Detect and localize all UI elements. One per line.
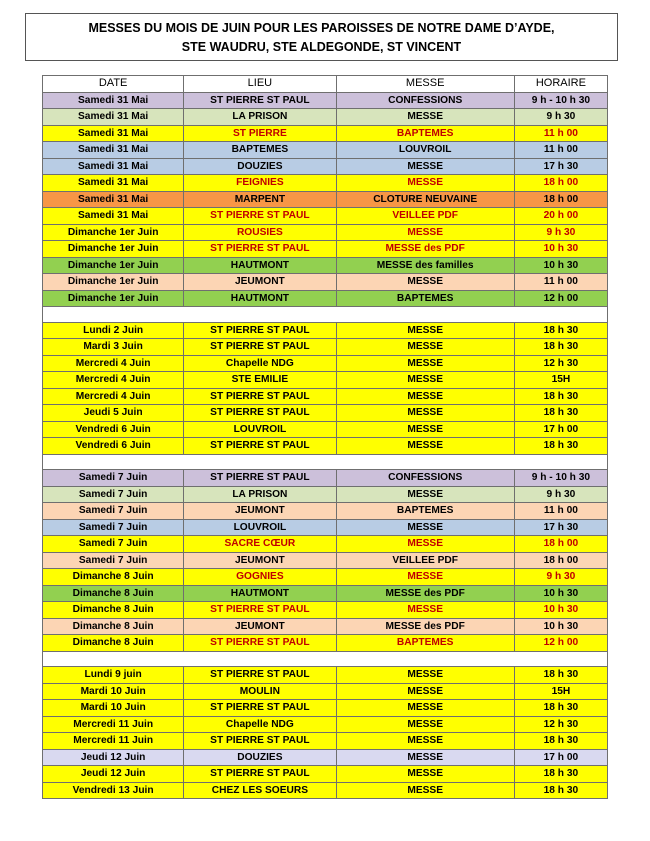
table-row <box>43 274 608 291</box>
table-row <box>43 339 608 356</box>
cell-lieu: ST PIERRE ST PAUL <box>184 405 336 422</box>
cell-lieu: JEUMONT <box>184 274 336 291</box>
cell-messe: CLOTURE NEUVAINE <box>336 191 514 208</box>
cell-date: Mardi 10 Juin <box>43 683 184 700</box>
cell-date: Samedi 7 Juin <box>43 470 184 487</box>
cell-date: Lundi 9 juin <box>43 667 184 684</box>
table-row <box>43 716 608 733</box>
cell-horaire: 11 h 00 <box>514 125 607 142</box>
header-date: DATE <box>43 76 184 93</box>
table-row <box>43 388 608 405</box>
cell-lieu: JEUMONT <box>184 552 336 569</box>
cell-horaire: 17 h 30 <box>514 519 607 536</box>
cell-lieu: Chapelle NDG <box>184 716 336 733</box>
cell-date: Lundi 2 Juin <box>43 322 184 339</box>
cell-date: Mardi 10 Juin <box>43 700 184 717</box>
cell-lieu: JEUMONT <box>184 618 336 635</box>
cell-lieu: GOGNIES <box>184 569 336 586</box>
cell-horaire: 10 h 30 <box>514 257 607 274</box>
cell-horaire: 9 h - 10 h 30 <box>514 470 607 487</box>
table-row <box>43 109 608 126</box>
cell-horaire: 17 h 00 <box>514 749 607 766</box>
cell-lieu: LA PRISON <box>184 109 336 126</box>
cell-horaire: 18 h 30 <box>514 388 607 405</box>
cell-date: Jeudi 5 Juin <box>43 405 184 422</box>
cell-messe: MESSE <box>336 733 514 750</box>
cell-lieu: HAUTMONT <box>184 257 336 274</box>
cell-lieu: CHEZ LES SOEURS <box>184 782 336 799</box>
cell-horaire: 10 h 30 <box>514 241 607 258</box>
cell-messe: MESSE <box>336 683 514 700</box>
cell-date: Samedi 7 Juin <box>43 536 184 553</box>
table-row <box>43 208 608 225</box>
cell-messe: MESSE <box>336 667 514 684</box>
cell-messe: MESSE des PDF <box>336 241 514 258</box>
cell-lieu: MOULIN <box>184 683 336 700</box>
table-row <box>43 635 608 652</box>
cell-messe: MESSE <box>336 109 514 126</box>
cell-lieu: ST PIERRE ST PAUL <box>184 208 336 225</box>
cell-horaire: 9 h 30 <box>514 569 607 586</box>
cell-lieu: MARPENT <box>184 191 336 208</box>
cell-horaire: 18 h 30 <box>514 438 607 455</box>
cell-date: Samedi 31 Mai <box>43 142 184 159</box>
cell-lieu: ST PIERRE ST PAUL <box>184 438 336 455</box>
table-row <box>43 486 608 503</box>
table-row <box>43 92 608 109</box>
schedule-table <box>42 75 608 799</box>
cell-lieu: STE EMILIE <box>184 372 336 389</box>
cell-date: Dimanche 1er Juin <box>43 241 184 258</box>
cell-date: Dimanche 8 Juin <box>43 635 184 652</box>
cell-date: Dimanche 1er Juin <box>43 274 184 291</box>
cell-horaire: 10 h 30 <box>514 618 607 635</box>
schedule-body <box>43 92 608 799</box>
table-row <box>43 438 608 455</box>
table-row <box>43 536 608 553</box>
cell-messe: MESSE <box>336 274 514 291</box>
table-row <box>43 175 608 192</box>
cell-date: Dimanche 8 Juin <box>43 585 184 602</box>
cell-horaire: 12 h 30 <box>514 716 607 733</box>
page-title <box>25 13 618 61</box>
cell-lieu: FEIGNIES <box>184 175 336 192</box>
cell-messe: LOUVROIL <box>336 142 514 159</box>
table-row <box>43 355 608 372</box>
cell-date: Samedi 7 Juin <box>43 486 184 503</box>
cell-date: Mercredi 4 Juin <box>43 355 184 372</box>
cell-messe: CONFESSIONS <box>336 470 514 487</box>
cell-horaire: 18 h 00 <box>514 552 607 569</box>
table-row <box>43 766 608 783</box>
cell-horaire: 12 h 00 <box>514 290 607 307</box>
cell-horaire: 20 h 00 <box>514 208 607 225</box>
cell-date: Vendredi 13 Juin <box>43 782 184 799</box>
cell-messe: BAPTEMES <box>336 503 514 520</box>
cell-horaire: 18 h 30 <box>514 322 607 339</box>
cell-horaire: 18 h 30 <box>514 700 607 717</box>
cell-messe: MESSE <box>336 421 514 438</box>
cell-horaire: 18 h 00 <box>514 191 607 208</box>
table-row <box>43 421 608 438</box>
cell-messe: MESSE <box>336 405 514 422</box>
cell-messe: MESSE <box>336 322 514 339</box>
table-row <box>43 322 608 339</box>
cell-lieu: LA PRISON <box>184 486 336 503</box>
cell-lieu: LOUVROIL <box>184 519 336 536</box>
cell-date: Samedi 31 Mai <box>43 125 184 142</box>
title-line-2: STE WAUDRU, STE ALDEGONDE, ST VINCENT <box>181 40 462 54</box>
cell-horaire: 11 h 00 <box>514 274 607 291</box>
cell-messe: MESSE <box>336 388 514 405</box>
table-row <box>43 290 608 307</box>
table-row <box>43 125 608 142</box>
cell-horaire: 15H <box>514 683 607 700</box>
cell-messe: MESSE <box>336 782 514 799</box>
cell-lieu: BAPTEMES <box>184 142 336 159</box>
table-row <box>43 241 608 258</box>
cell-lieu: HAUTMONT <box>184 290 336 307</box>
title-line-1: MESSES DU MOIS DE JUIN POUR LES PAROISSES DE NOTRE DAME D’AYDE, <box>88 21 555 35</box>
cell-date: Dimanche 1er Juin <box>43 224 184 241</box>
separator-cell <box>43 454 608 470</box>
cell-lieu: ST PIERRE ST PAUL <box>184 766 336 783</box>
cell-horaire: 18 h 00 <box>514 536 607 553</box>
table-row <box>43 733 608 750</box>
cell-date: Dimanche 8 Juin <box>43 618 184 635</box>
cell-horaire: 18 h 30 <box>514 405 607 422</box>
cell-messe: MESSE des familles <box>336 257 514 274</box>
table-row <box>43 158 608 175</box>
cell-messe: MESSE <box>336 158 514 175</box>
cell-messe: BAPTEMES <box>336 125 514 142</box>
separator-row <box>43 454 608 470</box>
table-row <box>43 405 608 422</box>
cell-messe: MESSE <box>336 224 514 241</box>
cell-date: Samedi 31 Mai <box>43 191 184 208</box>
cell-lieu: DOUZIES <box>184 158 336 175</box>
cell-messe: VEILLEE PDF <box>336 208 514 225</box>
cell-messe: MESSE <box>336 355 514 372</box>
header-messe: MESSE <box>336 76 514 93</box>
cell-date: Samedi 7 Juin <box>43 552 184 569</box>
table-row <box>43 683 608 700</box>
cell-messe: MESSE <box>336 602 514 619</box>
table-row <box>43 191 608 208</box>
cell-lieu: ST PIERRE ST PAUL <box>184 700 336 717</box>
cell-messe: MESSE <box>336 486 514 503</box>
cell-messe: MESSE <box>336 569 514 586</box>
cell-lieu: ST PIERRE ST PAUL <box>184 322 336 339</box>
cell-messe: BAPTEMES <box>336 635 514 652</box>
cell-date: Dimanche 8 Juin <box>43 602 184 619</box>
cell-date: Mercredi 4 Juin <box>43 388 184 405</box>
cell-messe: MESSE <box>336 716 514 733</box>
cell-lieu: LOUVROIL <box>184 421 336 438</box>
cell-lieu: ST PIERRE ST PAUL <box>184 241 336 258</box>
cell-lieu: ST PIERRE <box>184 125 336 142</box>
cell-messe: MESSE des PDF <box>336 618 514 635</box>
cell-lieu: Chapelle NDG <box>184 355 336 372</box>
table-row <box>43 667 608 684</box>
cell-date: Vendredi 6 Juin <box>43 438 184 455</box>
cell-messe: MESSE <box>336 175 514 192</box>
header-horaire: HORAIRE <box>514 76 607 93</box>
table-row <box>43 749 608 766</box>
cell-lieu: DOUZIES <box>184 749 336 766</box>
table-row <box>43 142 608 159</box>
cell-messe: MESSE <box>336 749 514 766</box>
table-row <box>43 470 608 487</box>
table-row <box>43 552 608 569</box>
header-lieu: LIEU <box>184 76 336 93</box>
cell-lieu: ST PIERRE ST PAUL <box>184 92 336 109</box>
separator-cell <box>43 307 608 323</box>
cell-lieu: SACRE CŒUR <box>184 536 336 553</box>
cell-horaire: 18 h 30 <box>514 766 607 783</box>
cell-horaire: 15H <box>514 372 607 389</box>
cell-date: Jeudi 12 Juin <box>43 766 184 783</box>
cell-lieu: ST PIERRE ST PAUL <box>184 733 336 750</box>
table-row <box>43 585 608 602</box>
table-row <box>43 700 608 717</box>
cell-lieu: ST PIERRE ST PAUL <box>184 635 336 652</box>
cell-lieu: ST PIERRE ST PAUL <box>184 470 336 487</box>
cell-horaire: 18 h 30 <box>514 733 607 750</box>
cell-date: Samedi 31 Mai <box>43 175 184 192</box>
cell-horaire: 11 h 00 <box>514 503 607 520</box>
cell-messe: MESSE <box>336 372 514 389</box>
cell-horaire: 9 h 30 <box>514 486 607 503</box>
cell-horaire: 18 h 30 <box>514 782 607 799</box>
cell-lieu: HAUTMONT <box>184 585 336 602</box>
table-row <box>43 224 608 241</box>
separator-row <box>43 307 608 323</box>
cell-date: Dimanche 8 Juin <box>43 569 184 586</box>
cell-date: Samedi 31 Mai <box>43 208 184 225</box>
cell-horaire: 10 h 30 <box>514 585 607 602</box>
cell-horaire: 11 h 00 <box>514 142 607 159</box>
cell-lieu: ST PIERRE ST PAUL <box>184 667 336 684</box>
cell-horaire: 9 h - 10 h 30 <box>514 92 607 109</box>
cell-date: Vendredi 6 Juin <box>43 421 184 438</box>
cell-lieu: ST PIERRE ST PAUL <box>184 339 336 356</box>
cell-messe: CONFESSIONS <box>336 92 514 109</box>
cell-horaire: 18 h 30 <box>514 667 607 684</box>
table-row <box>43 519 608 536</box>
cell-horaire: 18 h 00 <box>514 175 607 192</box>
cell-messe: VEILLEE PDF <box>336 552 514 569</box>
cell-horaire: 10 h 30 <box>514 602 607 619</box>
cell-lieu: JEUMONT <box>184 503 336 520</box>
cell-date: Mercredi 4 Juin <box>43 372 184 389</box>
cell-lieu: ST PIERRE ST PAUL <box>184 388 336 405</box>
cell-date: Samedi 7 Juin <box>43 503 184 520</box>
cell-date: Samedi 31 Mai <box>43 158 184 175</box>
table-row <box>43 602 608 619</box>
cell-date: Samedi 31 Mai <box>43 109 184 126</box>
table-row <box>43 372 608 389</box>
cell-horaire: 12 h 00 <box>514 635 607 652</box>
cell-date: Dimanche 1er Juin <box>43 257 184 274</box>
cell-date: Mercredi 11 Juin <box>43 733 184 750</box>
cell-messe: MESSE <box>336 536 514 553</box>
cell-date: Mardi 3 Juin <box>43 339 184 356</box>
separator-cell <box>43 651 608 667</box>
cell-lieu: ST PIERRE ST PAUL <box>184 602 336 619</box>
cell-horaire: 17 h 00 <box>514 421 607 438</box>
cell-date: Samedi 31 Mai <box>43 92 184 109</box>
cell-messe: MESSE <box>336 700 514 717</box>
separator-row <box>43 651 608 667</box>
cell-lieu: ROUSIES <box>184 224 336 241</box>
cell-horaire: 9 h 30 <box>514 224 607 241</box>
cell-horaire: 9 h 30 <box>514 109 607 126</box>
cell-horaire: 18 h 30 <box>514 339 607 356</box>
table-row <box>43 257 608 274</box>
cell-messe: MESSE <box>336 519 514 536</box>
cell-horaire: 12 h 30 <box>514 355 607 372</box>
header-row <box>43 76 608 93</box>
cell-messe: BAPTEMES <box>336 290 514 307</box>
cell-date: Jeudi 12 Juin <box>43 749 184 766</box>
cell-horaire: 17 h 30 <box>514 158 607 175</box>
cell-messe: MESSE <box>336 438 514 455</box>
table-row <box>43 618 608 635</box>
table-row <box>43 503 608 520</box>
table-row <box>43 782 608 799</box>
cell-messe: MESSE des PDF <box>336 585 514 602</box>
cell-messe: MESSE <box>336 339 514 356</box>
table-row <box>43 569 608 586</box>
cell-messe: MESSE <box>336 766 514 783</box>
cell-date: Mercredi 11 Juin <box>43 716 184 733</box>
cell-date: Dimanche 1er Juin <box>43 290 184 307</box>
cell-date: Samedi 7 Juin <box>43 519 184 536</box>
